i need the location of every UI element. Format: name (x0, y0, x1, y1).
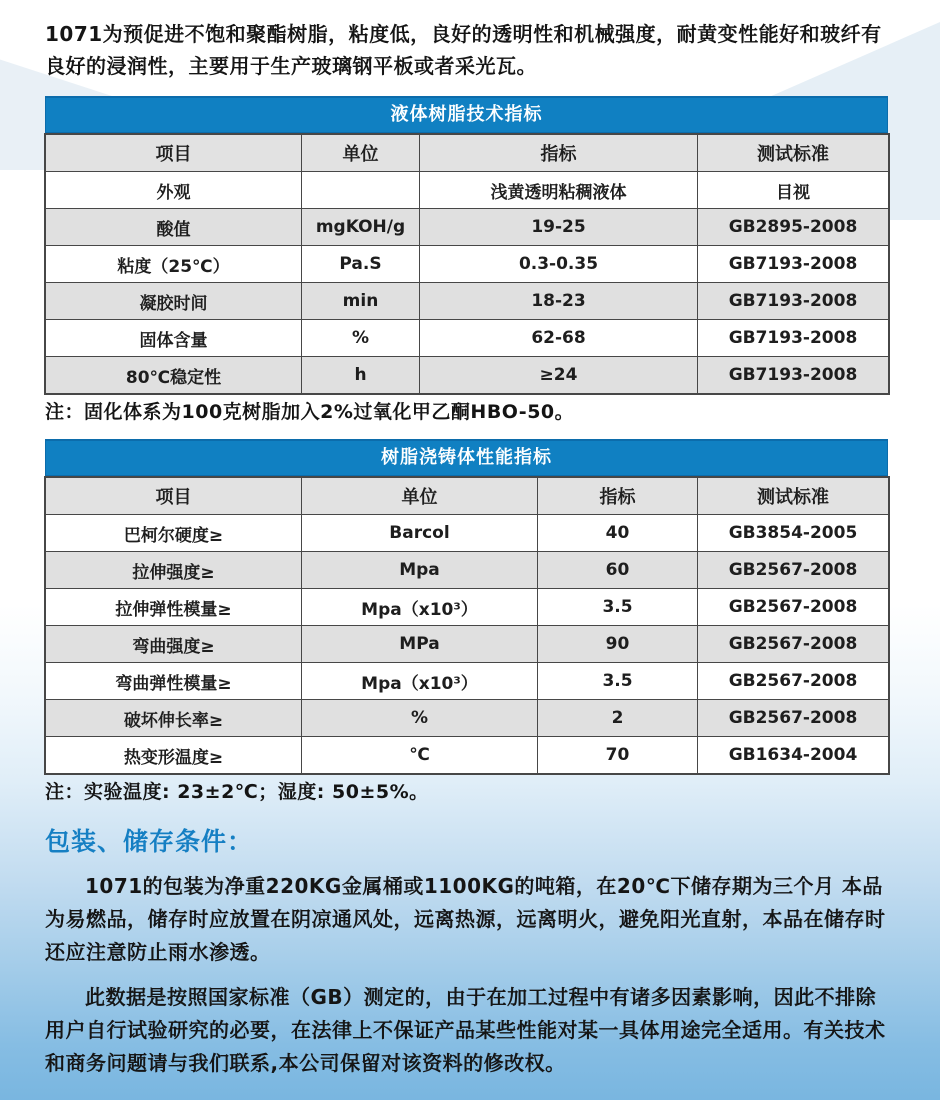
column-header-spec: 指标 (538, 478, 698, 515)
table-cell: 拉伸弹性模量≥ (46, 589, 302, 626)
table-cell: 60 (538, 552, 698, 589)
header-row (46, 478, 889, 515)
liquid-resin-note: 注：固化体系为100克树脂加入2%过氧化甲乙酮HBO-50。 (45, 401, 575, 423)
casting-table-title: 树脂浇铸体性能指标 (45, 439, 888, 477)
table-cell: Mpa（x10³） (302, 589, 538, 626)
casting-performance-section (45, 439, 888, 774)
table-row (46, 663, 889, 700)
table-row (46, 737, 889, 774)
product-intro-text: 1071为预促进不饱和聚酯树脂，粘度低，良好的透明性和机械强度，耐黄变性能好和玻纤有良好的浸润性，主要用于生产玻璃钢平板或者采光瓦。 (45, 22, 882, 78)
table-cell: 固体含量 (46, 320, 302, 357)
table-cell: GB2567-2008 (698, 626, 889, 663)
table-cell: 弯曲弹性模量≥ (46, 663, 302, 700)
table-cell: 酸值 (46, 209, 302, 246)
table-cell: ≥24 (420, 357, 698, 394)
table-cell (302, 172, 420, 209)
table-cell: GB2567-2008 (698, 589, 889, 626)
casting-table-head (46, 478, 889, 515)
table-row (46, 283, 889, 320)
table-cell: 40 (538, 515, 698, 552)
table-cell: GB3854-2005 (698, 515, 889, 552)
table-cell: 拉伸强度≥ (46, 552, 302, 589)
table-cell: 浅黄透明粘稠液体 (420, 172, 698, 209)
packaging-storage-paragraph: 1071的包装为净重220KG金属桶或1100KG的吨箱，在20℃下储存期为三个月 本品为易燃品，储存时应放置在阴凉通风处，远离热源，远离明火，避免阳光直射，本品在储存时还应注意防止雨水渗透。 (45, 874, 886, 964)
disclaimer-paragraph: 此数据是按照国家标准（GB）测定的，由于在加工过程中有诸多因素影响，因此不排除用户自行试验研究的必要，在法律上不保证产品某些性能对某一具体用途完全适用。有关技术和商务问题请与我们联系,本公司保留对该资料的修改权。 (45, 985, 886, 1075)
column-header-standard: 测试标准 (698, 135, 889, 172)
table-cell: Pa.S (302, 246, 420, 283)
table-cell: Barcol (302, 515, 538, 552)
table-cell: min (302, 283, 420, 320)
table-cell: 目视 (698, 172, 889, 209)
column-header-standard: 测试标准 (698, 478, 889, 515)
liquid-resin-spec-section (45, 96, 888, 394)
table-row (46, 320, 889, 357)
table-cell: GB7193-2008 (698, 246, 889, 283)
header-row (46, 135, 889, 172)
casting-table-body (46, 515, 889, 774)
table-cell: 外观 (46, 172, 302, 209)
liquid-resin-table-body (46, 172, 889, 394)
table-cell: 18-23 (420, 283, 698, 320)
table-cell: Mpa（x10³） (302, 663, 538, 700)
table-cell: 80℃稳定性 (46, 357, 302, 394)
column-header-unit: 单位 (302, 135, 420, 172)
table-row (46, 515, 889, 552)
table-row (46, 589, 889, 626)
column-header-item: 项目 (46, 478, 302, 515)
table-cell: % (302, 700, 538, 737)
column-header-unit: 单位 (302, 478, 538, 515)
table-row (46, 700, 889, 737)
table-cell: ℃ (302, 737, 538, 774)
table-row (46, 357, 889, 394)
table-cell: GB2567-2008 (698, 700, 889, 737)
table-cell: 破坏伸长率≥ (46, 700, 302, 737)
table-cell: 70 (538, 737, 698, 774)
table-cell: % (302, 320, 420, 357)
table-cell: 弯曲强度≥ (46, 626, 302, 663)
column-header-item: 项目 (46, 135, 302, 172)
storage-conditions-heading: 包装、储存条件： (45, 827, 254, 856)
table-cell: 凝胶时间 (46, 283, 302, 320)
table-row (46, 172, 889, 209)
table-cell: GB7193-2008 (698, 283, 889, 320)
liquid-resin-table-head (46, 135, 889, 172)
table-cell: 90 (538, 626, 698, 663)
table-cell: 0.3-0.35 (420, 246, 698, 283)
table-cell: Mpa (302, 552, 538, 589)
casting-test-conditions-note: 注：实验温度: 23±2℃；湿度: 50±5%。 (45, 781, 429, 803)
table-cell: 3.5 (538, 663, 698, 700)
table-cell: mgKOH/g (302, 209, 420, 246)
liquid-resin-table-title: 液体树脂技术指标 (45, 96, 888, 134)
table-row (46, 626, 889, 663)
table-cell: GB7193-2008 (698, 320, 889, 357)
table-cell: GB2567-2008 (698, 663, 889, 700)
table-cell: 3.5 (538, 589, 698, 626)
table-cell: 2 (538, 700, 698, 737)
table-cell: 62-68 (420, 320, 698, 357)
table-cell: 粘度（25℃） (46, 246, 302, 283)
table-cell: 19-25 (420, 209, 698, 246)
column-header-spec: 指标 (420, 135, 698, 172)
table-cell: GB7193-2008 (698, 357, 889, 394)
casting-performance-table (45, 477, 889, 774)
table-cell: MPa (302, 626, 538, 663)
table-cell: 巴柯尔硬度≥ (46, 515, 302, 552)
table-row (46, 209, 889, 246)
table-cell: GB2895-2008 (698, 209, 889, 246)
table-cell: GB2567-2008 (698, 552, 889, 589)
table-cell: GB1634-2004 (698, 737, 889, 774)
table-row (46, 552, 889, 589)
table-row (46, 246, 889, 283)
table-cell: 热变形温度≥ (46, 737, 302, 774)
liquid-resin-table (45, 134, 889, 394)
table-cell: h (302, 357, 420, 394)
